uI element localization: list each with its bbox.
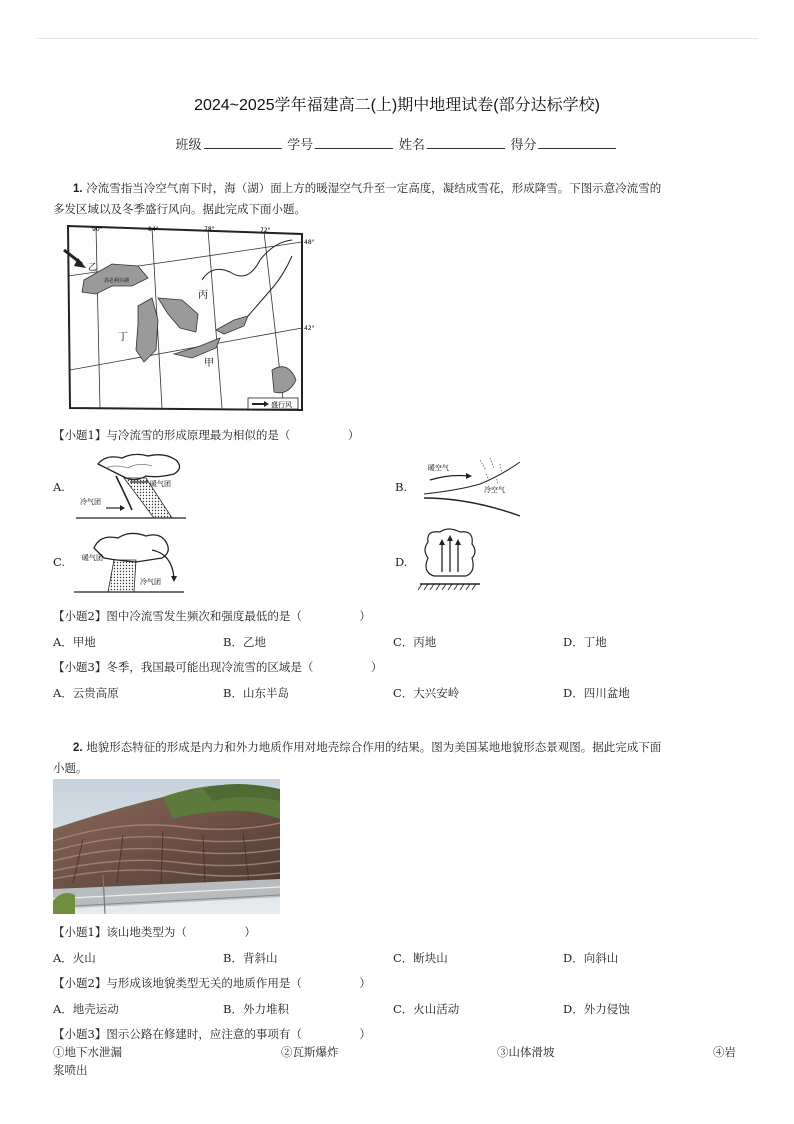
q1-sub1-option-b-label[interactable]: B. [395, 480, 408, 494]
option-b-cold-label: 冷空气 [484, 486, 505, 494]
q1-sub1-stem: 【小题1】与冷流雪的形成原理最为相似的是（ ） [53, 428, 360, 442]
option-b-warm-label: 暖空气 [428, 464, 449, 472]
q2-text [53, 737, 743, 778]
q2-sub1-option-c[interactable]: C．断块山 [393, 951, 448, 965]
option-c-cold-label: 冷气团 [140, 578, 161, 586]
score-label: 得分 [510, 137, 537, 152]
q1-sub3-option-a[interactable]: A．云贵高原 [53, 686, 119, 700]
lake-label: 苏必利尔湖 [104, 278, 130, 284]
option-c-warm-label: 暖气团 [82, 554, 103, 562]
q1-sub1-option-a-label[interactable]: A. [53, 480, 65, 494]
option-a-warm-label: 暖气团 [150, 480, 171, 488]
student-info-line [0, 134, 794, 153]
great-lakes-map [52, 220, 326, 416]
q1-sub3-option-c[interactable]: C．大兴安岭 [393, 686, 460, 700]
lat-label-48: 48° [304, 239, 315, 246]
class-label: 班级 [175, 137, 202, 152]
top-divider [36, 38, 758, 39]
place-yi: 乙 [88, 263, 98, 273]
q2-sub3-stem: 【小题3】图示公路在修建时，应注意的事项有（ ） [53, 1027, 371, 1041]
q1-sub1-option-d-label[interactable]: D. [395, 555, 408, 569]
q1-sub2-option-a[interactable]: A．甲地 [53, 635, 96, 649]
score-field[interactable] [538, 136, 616, 149]
q2-sub1-option-b[interactable]: B．背斜山 [223, 951, 278, 965]
q2-sub2-option-a[interactable]: A．地壳运动 [53, 1002, 119, 1016]
q2-sub3-item-4-continued: 浆喷出 [53, 1063, 88, 1077]
q1-text-line1: 冷流雪指当冷空气南下时，海（湖）面上方的暖湿空气升至一定高度，凝结成雪花，形成降雪。下图示意冷流雪的 [86, 181, 662, 195]
place-bing: 丙 [198, 290, 208, 301]
lon-label-84: 84° [148, 226, 159, 233]
q1-sub2-option-b[interactable]: B．乙地 [223, 635, 266, 649]
q2-sub1-stem: 【小题1】该山地类型为（ ） [53, 925, 256, 939]
q2-text-line2: 小题。 [53, 761, 88, 775]
place-ding: 丁 [118, 332, 128, 343]
q2-text-line1: 地貌形态特征的形成是内力和外力地质作用对地壳综合作用的结果。图为美国某地地貌形态景观图。据此完成下面 [86, 740, 662, 754]
q2-number: 2. [73, 742, 83, 754]
figure-option-a[interactable] [76, 452, 186, 524]
name-field[interactable] [427, 136, 505, 149]
q2-sub2-option-c[interactable]: C．火山活动 [393, 1002, 460, 1016]
figure-option-c[interactable] [74, 528, 184, 598]
q2-sub3-item-1[interactable]: ①地下水泄漏 [53, 1045, 122, 1059]
q2-sub3-item-3[interactable]: ③山体滑坡 [497, 1045, 555, 1059]
q2-sub3-item-2[interactable]: ②瓦斯爆炸 [281, 1045, 339, 1059]
figure-option-d[interactable] [418, 528, 482, 594]
lon-label-90: 90° [92, 226, 103, 233]
lat-label-42: 42° [304, 325, 315, 332]
id-label: 学号 [287, 137, 314, 152]
q1-sub3-stem: 【小题3】冬季，我国最可能出现冷流雪的区域是（ ） [53, 660, 383, 674]
lon-label-72: 72° [260, 227, 271, 234]
q1-sub2-stem: 【小题2】图中冷流雪发生频次和强度最低的是（ ） [53, 609, 371, 623]
q1-sub3-option-d[interactable]: D．四川盆地 [563, 686, 630, 700]
q1-sub2-option-d[interactable]: D．丁地 [563, 635, 607, 649]
figure-option-b[interactable] [420, 454, 526, 520]
id-field[interactable] [315, 136, 393, 149]
option-a-cold-label: 冷气团 [80, 498, 101, 506]
q2-sub1-option-a[interactable]: A．火山 [53, 951, 96, 965]
q1-number: 1. [73, 183, 83, 195]
name-label: 姓名 [398, 137, 425, 152]
q2-sub1-option-d[interactable]: D．向斜山 [563, 951, 619, 965]
q2-sub2-stem: 【小题2】与形成该地貌类型无关的地质作用是（ ） [53, 976, 371, 990]
place-jia: 甲 [204, 358, 214, 369]
page-title: 2024~2025学年福建高二(上)期中地理试卷(部分达标学校) [194, 97, 600, 114]
lon-label-78: 78° [204, 226, 215, 233]
class-field[interactable] [204, 136, 282, 149]
landform-photo [53, 779, 280, 914]
q1-text-line2: 多发区域以及冬季盛行风向。据此完成下面小题。 [53, 202, 306, 216]
q1-sub1-option-c-label[interactable]: C. [53, 555, 66, 569]
q1-text [53, 178, 743, 219]
q2-sub3-item-4[interactable]: ④岩 [713, 1045, 736, 1059]
q2-sub2-option-b[interactable]: B．外力堆积 [223, 1002, 289, 1016]
q1-sub3-option-b[interactable]: B．山东半岛 [223, 686, 289, 700]
q1-sub2-option-c[interactable]: C．丙地 [393, 635, 437, 649]
legend-label: 盛行风 [271, 401, 292, 409]
q2-sub2-option-d[interactable]: D．外力侵蚀 [563, 1002, 630, 1016]
